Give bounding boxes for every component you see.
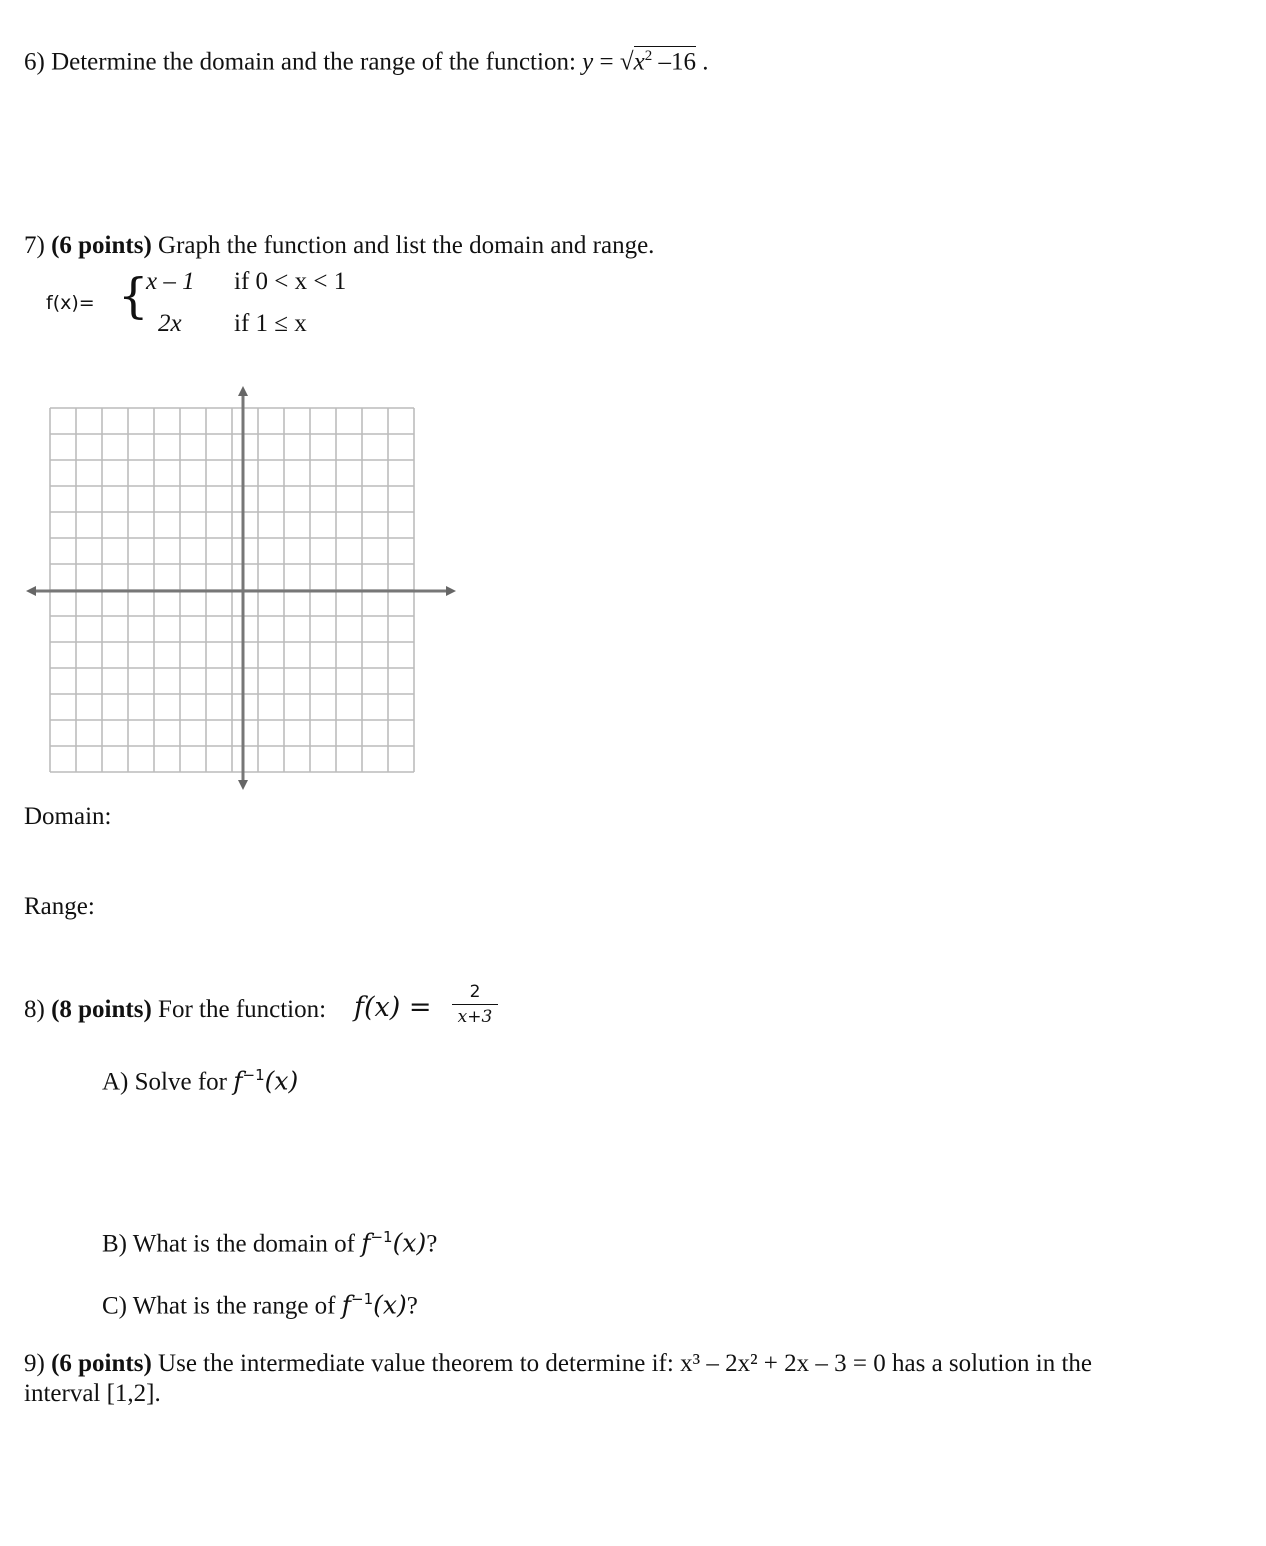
question-7 [24, 232, 654, 260]
q6-equals: = [593, 48, 620, 76]
q9-text: Use the intermediate value theorem to determine if: x³ – 2x² + 2x – 3 = 0 has a solution in the [151, 1350, 1092, 1377]
x-axis-left-arrow-icon [26, 586, 36, 596]
q6-y: y [582, 48, 594, 76]
fraction-bar [452, 1004, 498, 1005]
y-axis [238, 386, 248, 790]
q8-part-a: A) Solve for $f^{-1}(x)$ [102, 1066, 299, 1096]
case1-condition: if 0 < x < 1 [234, 268, 347, 295]
q8-number: 8) [24, 996, 52, 1023]
q8-f-expression: f(x) = [354, 992, 432, 1023]
y-axis-bottom-arrow-icon [238, 780, 248, 790]
q8-fraction [452, 982, 498, 1027]
case1-expression: x – 1 [146, 268, 195, 295]
question-8 [24, 996, 326, 1024]
y-axis-top-arrow-icon [238, 386, 248, 396]
sqrt-symbol: √ [619, 48, 634, 76]
q9-number: 9) [24, 1350, 52, 1377]
q7-text: Graph the function and list the domain and range. [151, 232, 655, 259]
q8-part-c: C) What is the range of $f^{-1}(x)$? [102, 1290, 418, 1320]
fraction-denominator: x+3 [457, 1007, 493, 1027]
q7-points: (6 points) [51, 232, 152, 259]
q9-line2: interval [1,2]. [24, 1380, 161, 1407]
coordinate-grid[interactable] [24, 382, 464, 792]
question-6 [24, 46, 708, 76]
q8-part-b: B) What is the domain of $f^{-1}(x)$? [102, 1228, 438, 1258]
q6-period: . [695, 48, 709, 76]
domain-label: Domain: [24, 803, 112, 830]
case2-condition: if 1 ≤ x [234, 310, 307, 337]
q8-text: For the function: [151, 996, 327, 1023]
question-9 [24, 1350, 1092, 1378]
fraction-numerator: 2 [469, 982, 481, 1002]
q8-points: (8 points) [51, 996, 152, 1023]
case2-expression: 2x [158, 310, 182, 337]
piecewise-fx-label: f(x)= [46, 292, 95, 314]
range-label: Range: [24, 893, 95, 920]
q7-number: 7) [24, 232, 52, 259]
x-axis-right-arrow-icon [446, 586, 456, 596]
q9-points: (6 points) [51, 1350, 152, 1377]
q6-text: 6) Determine the domain and the range of the function: [24, 48, 583, 76]
x-axis [26, 586, 456, 596]
piecewise-brace: { [118, 268, 149, 324]
radicand: $x^2$ –16 [633, 48, 696, 76]
